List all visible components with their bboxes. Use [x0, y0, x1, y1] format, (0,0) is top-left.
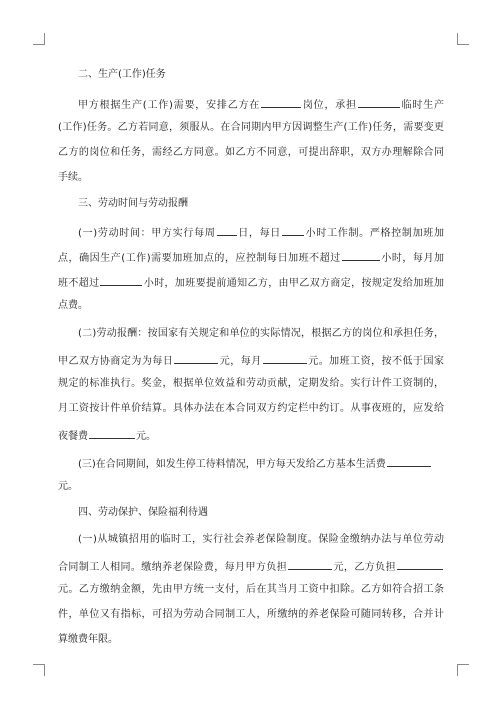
paragraph-line: 班不超过 小时，加班要提前通知乙方，由甲乙双方商定，按规定发给加班加	[58, 274, 444, 291]
paragraph-line: 算缴费年限。	[58, 634, 118, 645]
paragraph-line: 合同制工人相同。缴纳养老保险费，每月甲方负担 元，乙方负担	[58, 558, 444, 575]
fill-blank	[263, 352, 307, 364]
fill-blank	[397, 558, 443, 570]
paragraph-line: 点，确因生产(工作)需要加班加点的，应控制每日加班不超过 小时，每月加	[58, 249, 444, 266]
fill-blank	[387, 455, 431, 467]
crop-mark-bottom-left	[33, 664, 45, 676]
fill-blank	[358, 96, 400, 108]
paragraph-line: 乙方的岗位和任务，需经乙方同意。如乙方不同意，可提出辞职，双方办理解除合同	[58, 147, 444, 158]
crop-mark-top-left	[33, 33, 45, 45]
paragraph-line: 月工资按计件单价结算。具体办法在本合同双方约定栏中约订。从事夜班的，应发给	[58, 403, 444, 414]
fill-blank	[89, 427, 135, 439]
crop-mark-bottom-right	[457, 664, 469, 676]
section-heading: 二、生产(工作)任务	[78, 69, 166, 80]
paragraph-line: 甲方根据生产(工作)需要，安排乙方在 岗位，承担 临时生产	[58, 96, 444, 113]
fill-blank	[342, 249, 380, 261]
fill-blank	[174, 352, 218, 364]
fill-blank	[217, 224, 237, 236]
paragraph-line: (工作)任务。乙方若同意，须服从。在合同期内甲方因调整生产(工作)任务，需要变更	[58, 122, 444, 133]
crop-mark-top-right	[457, 33, 469, 45]
fill-blank	[288, 558, 332, 570]
paragraph-line: 点费。	[58, 300, 88, 311]
paragraph-line: (三)在合同期间，如发生停工待料情况，甲方每天发给乙方基本生活费	[58, 455, 444, 472]
section-heading: 三、劳动时间与劳动报酬	[78, 198, 188, 209]
paragraph-line: (二)劳动报酬：按国家有关规定和单位的实际情况，根据乙方的岗位和承担任务，	[78, 328, 444, 339]
fill-blank	[282, 224, 304, 236]
paragraph-line: 元。乙方缴纳金额，先由甲方统一支付，后在其当月工资中扣除。乙方如符合招工条	[58, 584, 444, 595]
paragraph-line: 夜餐费 元。	[58, 427, 444, 444]
fill-blank	[100, 274, 142, 286]
paragraph-line: (一)从城镇招用的临时工，实行社会养老保险制度。保险金缴纳办法与单位劳动	[78, 534, 444, 545]
paragraph-line: 件，单位又有指标，可招为劳动合同制工人，所缴纳的养老保险可随同转移，合并计	[58, 609, 444, 620]
section-heading: 四、劳动保护、保险福利待遇	[78, 507, 208, 518]
fill-blank	[261, 96, 301, 108]
paragraph-line: (一)劳动时间：甲方实行每周 日，每日 小时工作制。严格控制加班加	[58, 224, 444, 241]
paragraph-line: 手续。	[58, 172, 88, 183]
paragraph-line: 规定的标准执行。奖金，根据单位效益和劳动贡献，定期发给。实行计件工资制的，	[58, 378, 444, 389]
paragraph-line: 甲乙双方协商定为为每日 元，每月 元。加班工资，按不低于国家	[58, 352, 444, 369]
paragraph-line: 元。	[58, 481, 78, 492]
